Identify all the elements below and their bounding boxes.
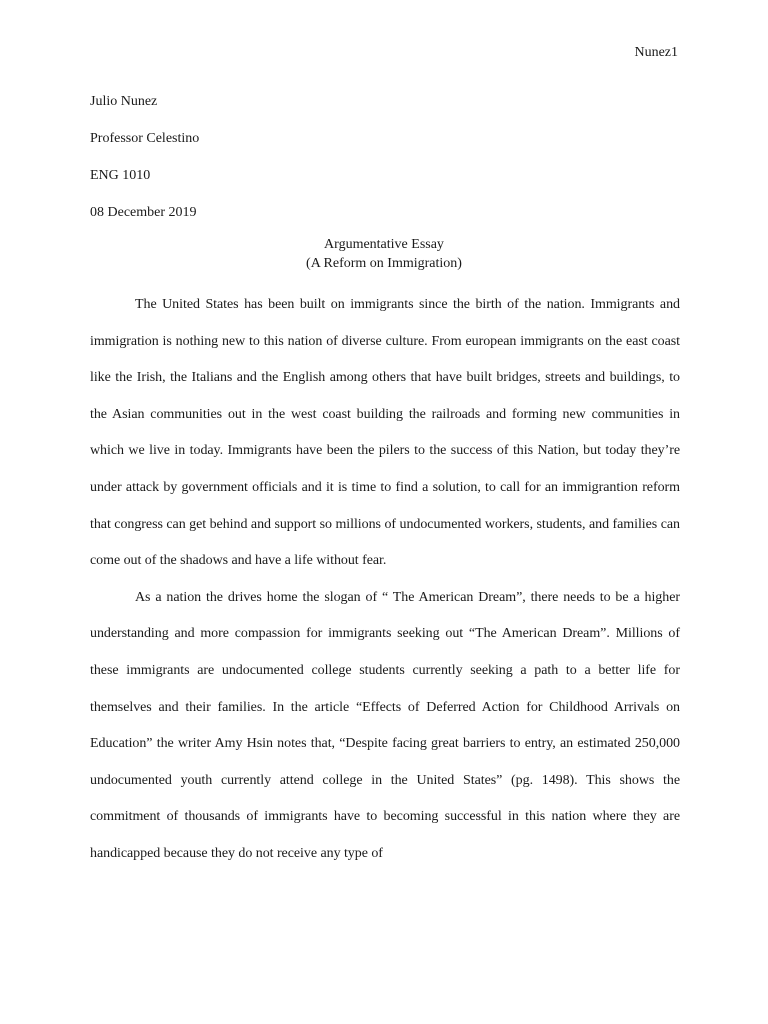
title-subtitle: (A Reform on Immigration) <box>306 256 462 271</box>
instructor-name: Professor Celestino <box>90 131 200 146</box>
essay-body <box>90 287 680 873</box>
title-main: Argumentative Essay <box>324 237 444 252</box>
running-head-page-number: Nunez1 <box>634 45 678 60</box>
mla-heading <box>90 93 199 241</box>
essay-date: 08 December 2019 <box>90 205 197 220</box>
body-paragraph: The United States has been built on immigrants since the birth of the nation. Immigrants and immigration is nothing new to this nation of diverse culture. From european immigrants on the east coast like the Irish, the Italians and the English among others that have built bridges, streets and buildings, to the Asian communities out in the west coast building the railroads and forming new communities in which we live in today. Immigrants have been the pilers to the success of this Nation, but today they’re under attack by government officials and it is time to find a solution, to call for an immigrantion reform that congress can get behind and support so millions of undocumented workers, students, and families can come out of the shadows and have a life without fear. <box>90 297 680 569</box>
author-name: Julio Nunez <box>90 94 158 109</box>
course-name: ENG 1010 <box>90 168 151 183</box>
body-paragraph: As a nation the drives home the slogan of “ The American Dream”, there needs to be a higher understanding and more compassion for immigrants seeking out “The American Dream”. Millions of these immigrants are undocumented college students currently seeking a path to a better life for themselves and their families. In the article “Effects of Deferred Action for Childhood Arrivals on Education” the writer Amy Hsin notes that, “Despite facing great barriers to entry, an estimated 250,000 undocumented youth currently attend college in the United States” (pg. 1498). This shows the commitment of thousands of immigrants have to becoming successful in this nation where they are handicapped because they do not receive any type of <box>90 589 680 861</box>
essay-title <box>90 235 678 273</box>
